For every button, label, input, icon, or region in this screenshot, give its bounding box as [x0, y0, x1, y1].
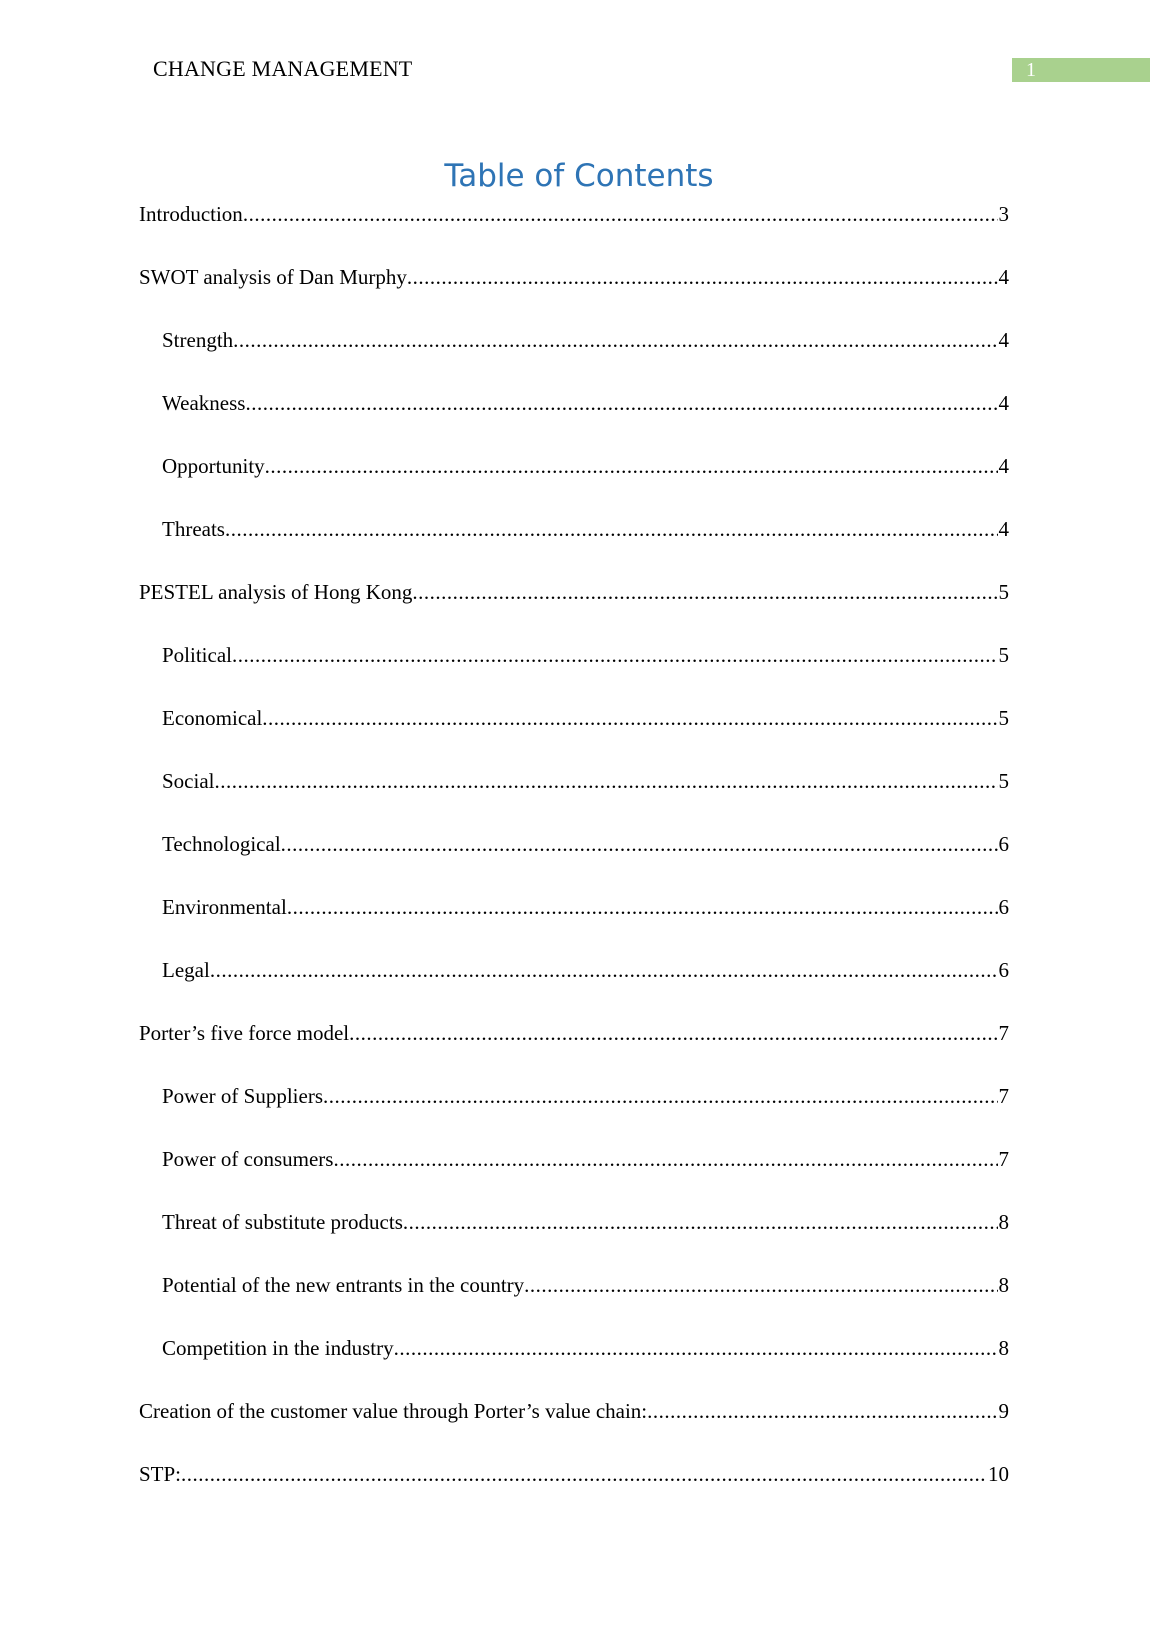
toc-dot-leader — [412, 577, 997, 607]
toc-dot-leader — [210, 955, 998, 985]
toc-entry-page: 8 — [998, 1210, 1009, 1234]
running-head: CHANGE MANAGEMENT — [153, 56, 413, 81]
toc-dot-leader — [265, 451, 998, 481]
toc-list — [139, 199, 1009, 1522]
toc-dot-leader — [403, 1207, 998, 1237]
toc-entry-page: 4 — [998, 328, 1009, 352]
toc-entry-label: Legal — [162, 958, 210, 982]
toc-entry-label: Power of consumers — [162, 1147, 334, 1171]
toc-entry-label: Political — [162, 643, 232, 667]
toc-dot-leader — [232, 640, 998, 670]
toc-entry-label: Threat of substitute products — [162, 1210, 403, 1234]
toc-dot-leader — [243, 199, 998, 229]
toc-dot-leader — [287, 892, 998, 922]
toc-dot-leader — [262, 703, 997, 733]
toc-entry-label: STP: — [139, 1462, 182, 1486]
toc-entry-page: 5 — [998, 769, 1009, 793]
toc-entry-competition[interactable] — [139, 1333, 1009, 1396]
toc-entry-page: 8 — [998, 1336, 1009, 1360]
toc-entry-page: 4 — [998, 517, 1009, 541]
toc-entry-page: 8 — [998, 1273, 1009, 1297]
toc-entry-page: 4 — [998, 454, 1009, 478]
toc-dot-leader — [524, 1270, 997, 1300]
toc-dot-leader — [245, 388, 997, 418]
toc-entry-political[interactable] — [139, 640, 1009, 703]
toc-entry-threat-of-substitutes[interactable] — [139, 1207, 1009, 1270]
toc-entry-porters-five-force[interactable] — [139, 1018, 1009, 1081]
toc-entry-weakness[interactable] — [139, 388, 1009, 451]
toc-entry-label: Technological — [162, 832, 281, 856]
toc-entry-threats[interactable] — [139, 514, 1009, 577]
toc-dot-leader — [333, 1144, 997, 1174]
toc-entry-page: 3 — [998, 202, 1009, 226]
toc-entry-economical[interactable] — [139, 703, 1009, 766]
toc-entry-label: Introduction — [139, 202, 243, 226]
toc-entry-label: Strength — [162, 328, 234, 352]
toc-entry-environmental[interactable] — [139, 892, 1009, 955]
toc-entry-social[interactable] — [139, 766, 1009, 829]
toc-dot-leader — [181, 1459, 987, 1489]
toc-entry-label: Potential of the new entrants in the country — [162, 1273, 525, 1297]
toc-entry-page: 7 — [998, 1021, 1009, 1045]
toc-entry-power-of-consumers[interactable] — [139, 1144, 1009, 1207]
toc-entry-page: 5 — [998, 706, 1009, 730]
toc-dot-leader — [349, 1018, 997, 1048]
toc-entry-label: Environmental — [162, 895, 287, 919]
toc-dot-leader — [394, 1333, 998, 1363]
toc-dot-leader — [281, 829, 998, 859]
toc-entry-power-of-suppliers[interactable] — [139, 1081, 1009, 1144]
toc-dot-leader — [233, 325, 997, 355]
toc-entry-label: SWOT analysis of Dan Murphy — [139, 265, 407, 289]
toc-dot-leader — [323, 1081, 998, 1111]
toc-entry-label: Economical — [162, 706, 263, 730]
toc-entry-label: Threats — [162, 517, 225, 541]
toc-dot-leader — [215, 766, 998, 796]
toc-entry-strength[interactable] — [139, 325, 1009, 388]
toc-entry-label: Opportunity — [162, 454, 265, 478]
toc-entry-page: 10 — [988, 1462, 1009, 1486]
toc-entry-page: 6 — [998, 832, 1009, 856]
toc-dot-leader — [225, 514, 998, 544]
toc-entry-page: 9 — [998, 1399, 1009, 1423]
toc-entry-label: Weakness — [162, 391, 246, 415]
toc-entry-page: 4 — [998, 265, 1009, 289]
toc-entry-technological[interactable] — [139, 829, 1009, 892]
toc-entry-swot[interactable] — [139, 262, 1009, 325]
toc-entry-new-entrants[interactable] — [139, 1270, 1009, 1333]
toc-entry-opportunity[interactable] — [139, 451, 1009, 514]
toc-entry-page: 5 — [998, 580, 1009, 604]
toc-entry-label: Porter’s five force model — [139, 1021, 350, 1045]
toc-entry-label: Power of Suppliers — [162, 1084, 323, 1108]
page-number: 1 — [1012, 58, 1150, 82]
toc-entry-page: 4 — [998, 391, 1009, 415]
toc-entry-label: Social — [162, 769, 215, 793]
toc-dot-leader — [647, 1396, 997, 1426]
toc-entry-page: 6 — [998, 895, 1009, 919]
toc-entry-introduction[interactable] — [139, 199, 1009, 262]
toc-entry-value-chain[interactable] — [139, 1396, 1009, 1459]
toc-title: Table of Contents — [444, 158, 714, 194]
toc-entry-page: 5 — [998, 643, 1009, 667]
toc-entry-label: Competition in the industry — [162, 1336, 394, 1360]
toc-entry-stp[interactable] — [139, 1459, 1009, 1522]
toc-entry-page: 6 — [998, 958, 1009, 982]
toc-entry-label: PESTEL analysis of Hong Kong — [139, 580, 413, 604]
toc-entry-label: Creation of the customer value through Porter’s value chain: — [139, 1399, 648, 1423]
toc-entry-page: 7 — [998, 1147, 1009, 1171]
toc-entry-legal[interactable] — [139, 955, 1009, 1018]
toc-dot-leader — [407, 262, 998, 292]
toc-entry-page: 7 — [998, 1084, 1009, 1108]
toc-entry-pestel[interactable] — [139, 577, 1009, 640]
